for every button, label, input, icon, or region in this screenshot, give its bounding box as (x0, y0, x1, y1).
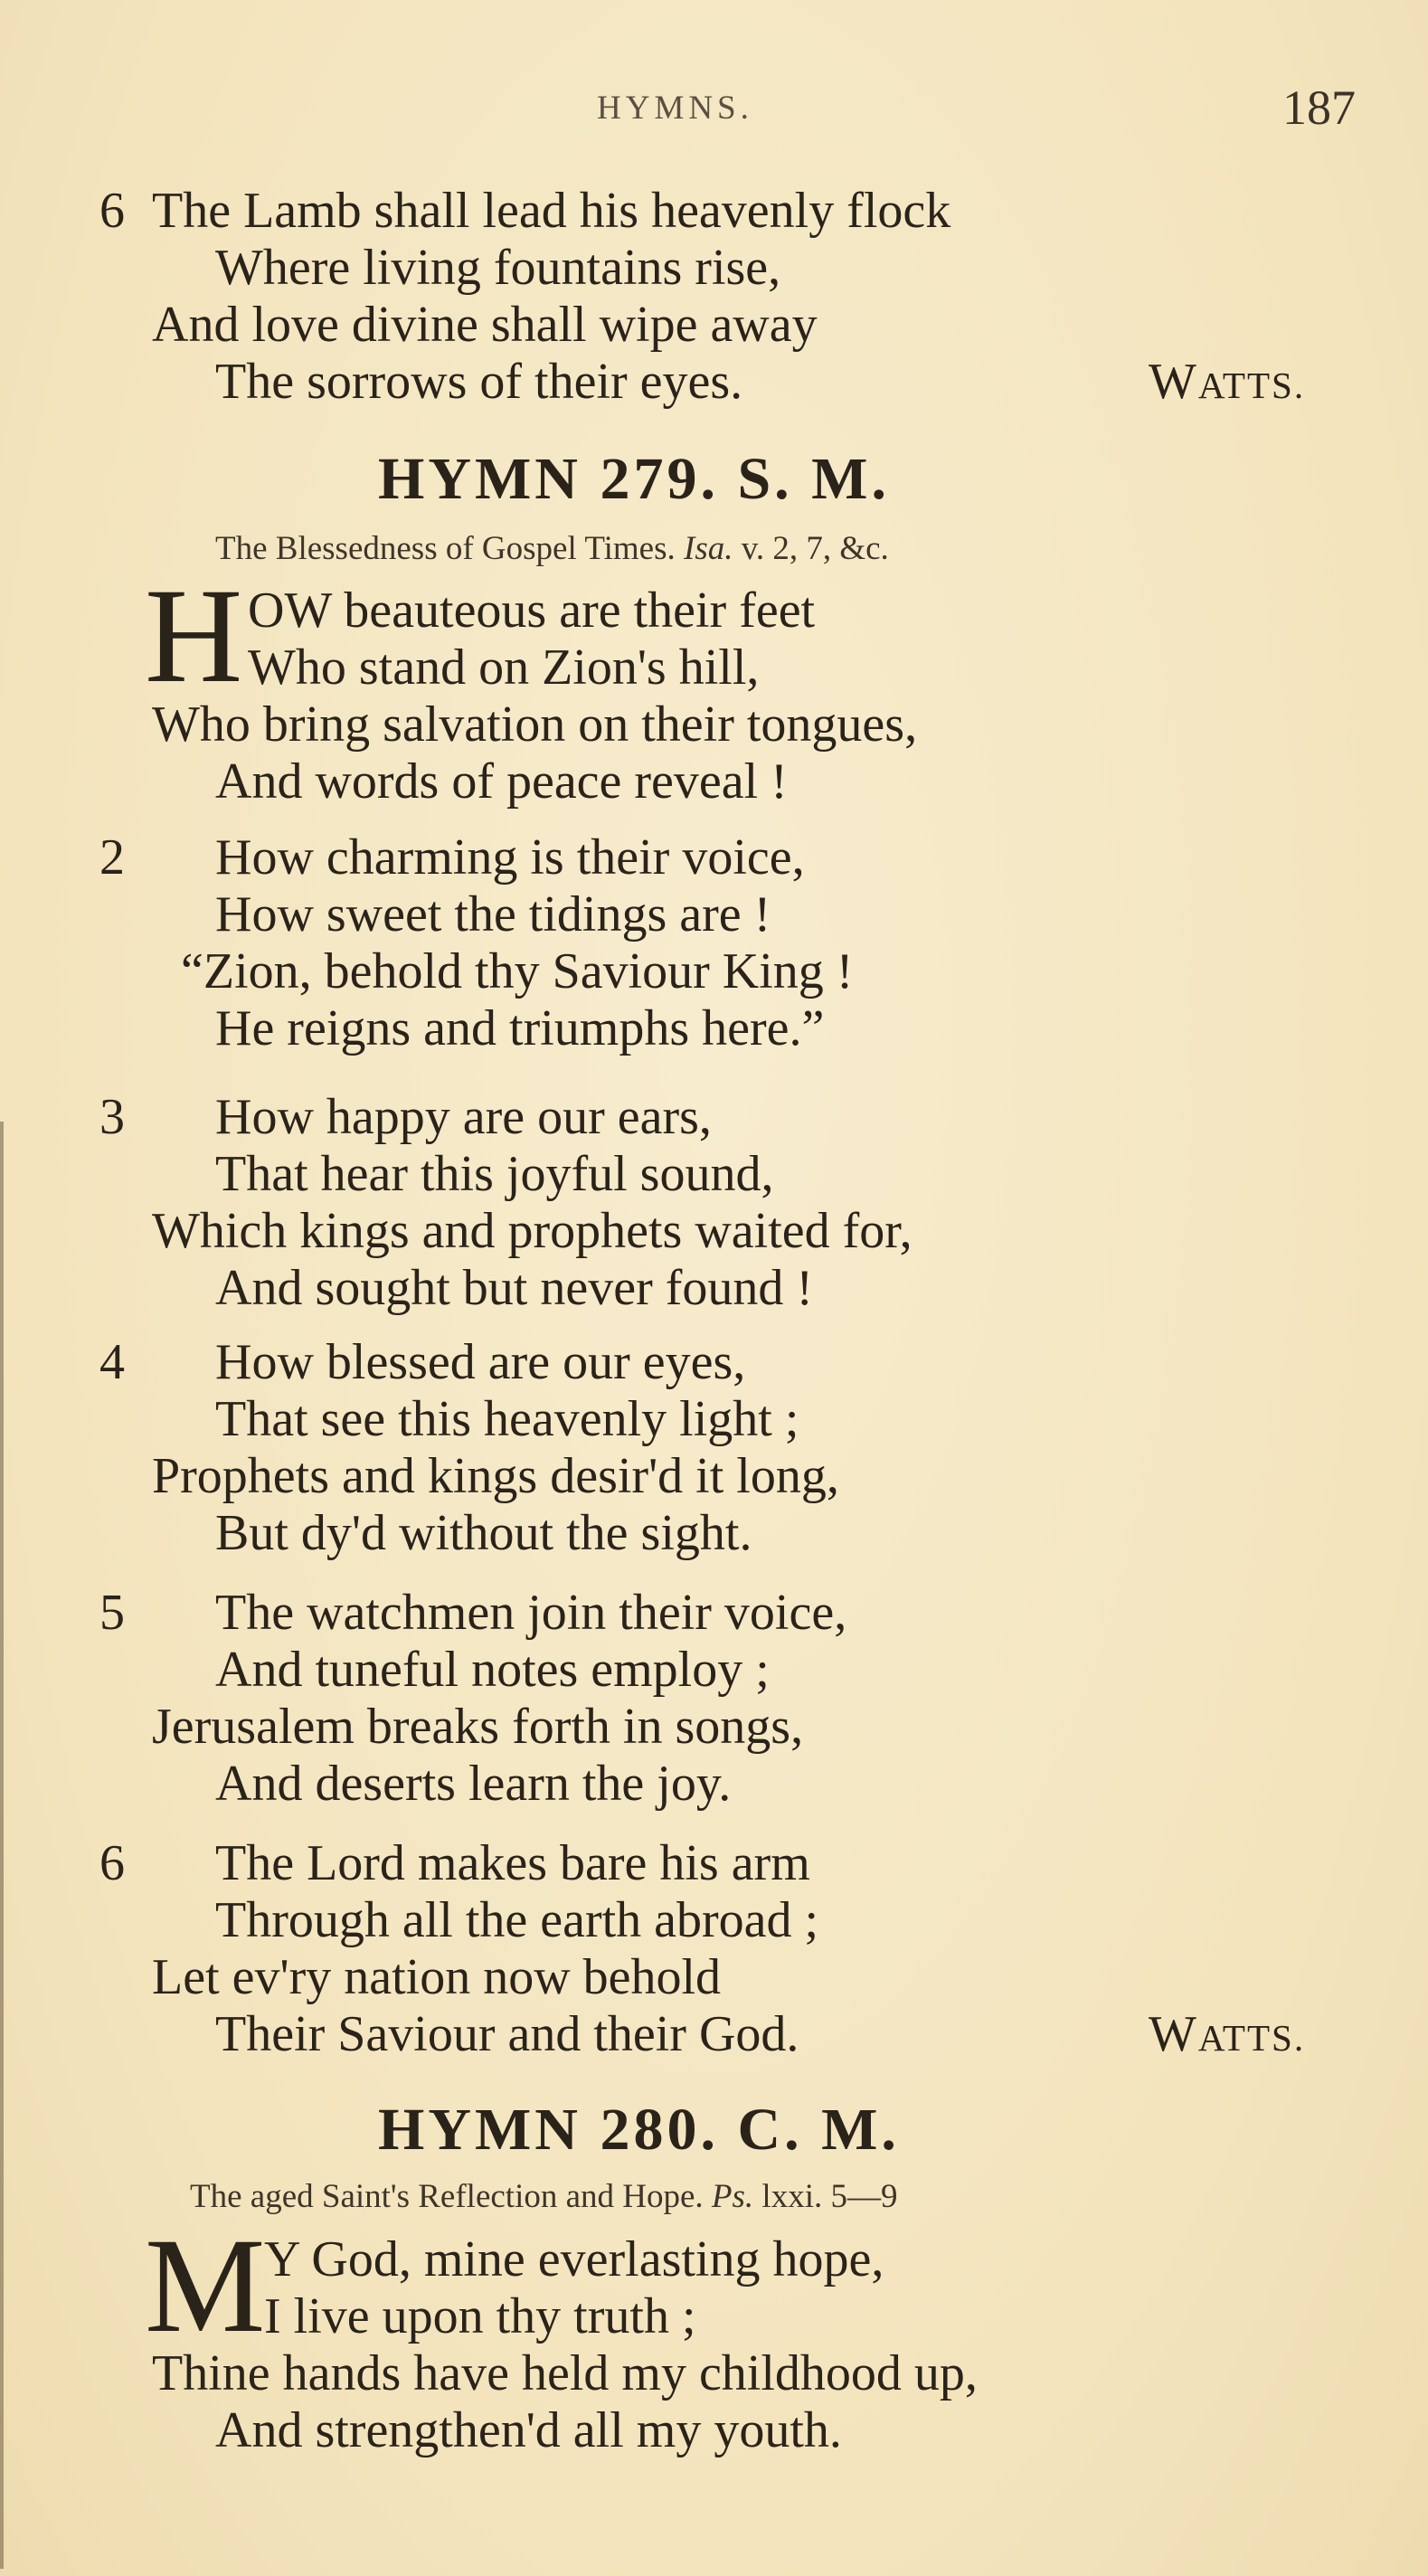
verse-line: And sought but never found ! (215, 1260, 814, 1316)
verse-line: How charming is their voice, (215, 829, 805, 886)
verse-line: That hear this joyful sound, (215, 1146, 774, 1202)
verse-line (248, 582, 816, 639)
verse-line: The Lord makes bare his arm (215, 1835, 810, 1891)
verse-line: But dy'd without the sight. (215, 1505, 752, 1561)
subtitle-text: The aged Saint's Reflection and Hope. (190, 2178, 704, 2215)
verse-line: Their Saviour and their God. (215, 2006, 799, 2062)
page-number: 187 (1282, 80, 1356, 135)
verse-line: The watchmen join their voice, (215, 1585, 847, 1641)
author-initial: W (1149, 354, 1198, 410)
hymn-title: HYMN 279. S. M. (378, 446, 890, 512)
verse-line: Through all the earth abroad ; (215, 1892, 819, 1948)
subtitle-reference: v. 2, 7, &c. (741, 530, 889, 567)
hymn-subtitle (190, 2180, 897, 2213)
verse-line: Who stand on Zion's hill, (248, 639, 760, 696)
first-word-rest: Y (264, 2231, 299, 2287)
author-attribution (1149, 2006, 1306, 2062)
verse-line (264, 2231, 884, 2287)
verse-line: I live upon thy truth ; (264, 2288, 696, 2344)
verse-line: And strengthen'd all my youth. (215, 2402, 842, 2458)
verse-line: Let ev'ry nation now behold (152, 1949, 722, 2005)
verse-line: How sweet the tidings are ! (215, 886, 771, 942)
hymn-subtitle (215, 532, 889, 565)
verse-number: 6 (99, 183, 125, 239)
verse-line: How happy are our ears, (215, 1089, 712, 1145)
verse-number: 5 (99, 1585, 125, 1641)
verse-line: Who bring salvation on their tongues, (152, 696, 918, 753)
verse-line: And deserts learn the joy. (215, 1756, 732, 1812)
verse-line: “Zion, behold thy Saviour King ! (181, 943, 854, 999)
verse-line: Where living fountains rise, (215, 240, 781, 296)
subtitle-reference: lxxi. 5—9 (761, 2178, 898, 2215)
verse-line-text: God, mine everlasting hope, (311, 2231, 884, 2287)
author-rest: ATTS. (1197, 365, 1306, 406)
verse-line: How blessed are our eyes, (215, 1334, 746, 1390)
author-attribution (1149, 354, 1306, 410)
subtitle-book: Isa. (684, 530, 733, 567)
drop-cap: H (145, 561, 243, 711)
verse-number: 3 (99, 1089, 125, 1145)
verse-line: Prophets and kings desir'd it long, (152, 1448, 839, 1504)
author-rest: ATTS. (1197, 2017, 1306, 2059)
author-initial: W (1149, 2006, 1198, 2062)
verse-line: And tuneful notes employ ; (215, 1642, 770, 1698)
subtitle-book: Ps. (711, 2178, 754, 2215)
verse-line: Which kings and prophets waited for, (152, 1203, 913, 1259)
running-head: HYMNS. (597, 90, 753, 127)
verse-line-text: beauteous are their feet (344, 582, 816, 639)
verse-line: And love divine shall wipe away (152, 297, 818, 353)
page-edge-shadow (0, 1122, 4, 2569)
verse-line: The Lamb shall lead his heavenly flock (152, 183, 951, 239)
drop-cap: M (145, 2211, 266, 2361)
verse-line: The sorrows of their eyes. (215, 354, 743, 410)
verse-number: 2 (99, 829, 125, 886)
hymn-title: HYMN 280. C. M. (378, 2097, 900, 2163)
verse-line: He reigns and triumphs here.” (215, 1000, 825, 1056)
verse-line: And words of peace reveal ! (215, 753, 788, 810)
verse-line: Thine hands have held my childhood up, (152, 2345, 978, 2401)
verse-number: 6 (99, 1835, 125, 1891)
verse-number: 4 (99, 1334, 125, 1390)
verse-line: That see this heavenly light ; (215, 1391, 799, 1447)
subtitle-text: The Blessedness of Gospel Times. (215, 530, 676, 567)
first-word-rest: OW (248, 582, 332, 639)
verse-line: Jerusalem breaks forth in songs, (152, 1699, 804, 1755)
